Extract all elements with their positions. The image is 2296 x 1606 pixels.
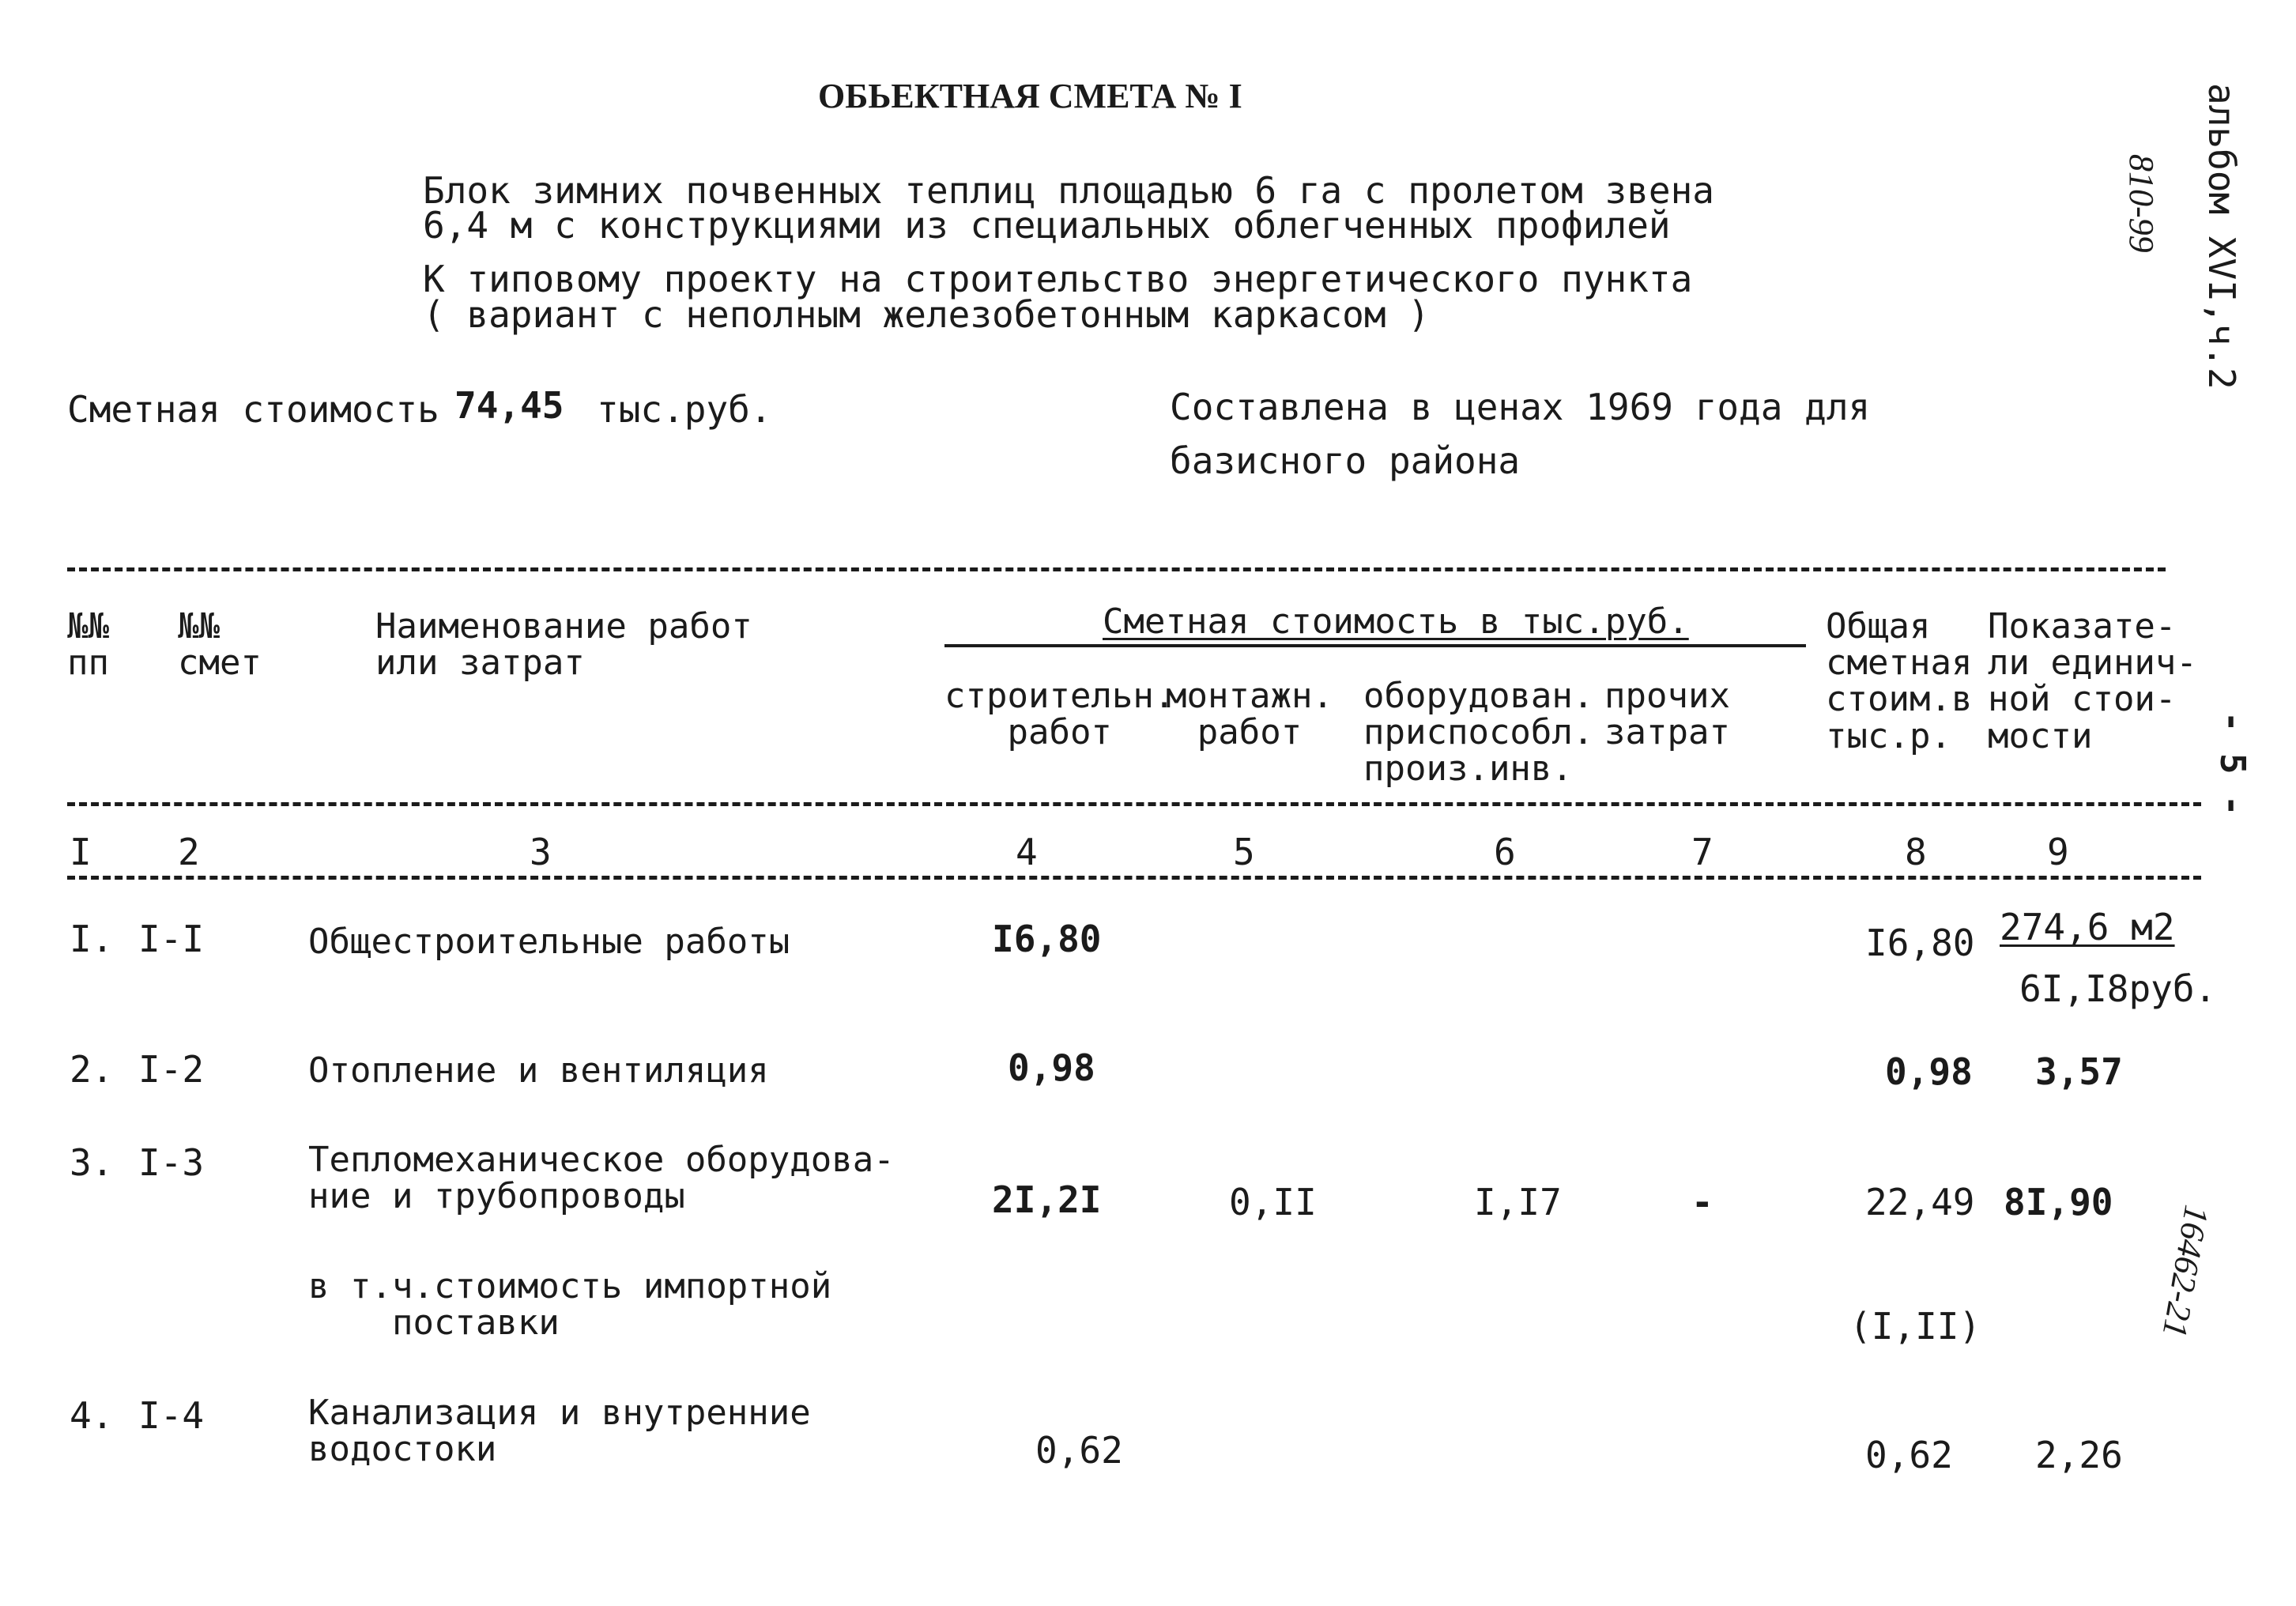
page-number: - 5 -: [2212, 711, 2253, 816]
header-equip: оборудован. приспособл. произ.инв.: [1363, 676, 1594, 790]
header-num: №№ пп: [67, 606, 109, 684]
row-total: 22,49: [1865, 1181, 1975, 1223]
row-other: -: [1691, 1181, 1714, 1223]
description-line-1: Блок зимних почвенных теплиц площадью 6 га с пролетом звена: [423, 169, 1714, 212]
row-smeta: I-4: [138, 1394, 205, 1437]
archive-stamp: 16462-21: [2155, 1202, 2217, 1340]
row-num: 3.: [70, 1141, 114, 1184]
row-smeta: I-3: [138, 1141, 205, 1184]
col-number-5: 5: [1233, 831, 1255, 873]
row-num: 4.: [70, 1394, 114, 1437]
col-number-1: I: [70, 831, 92, 873]
header-other: прочих затрат: [1604, 676, 1730, 753]
row-build: I6,80: [992, 918, 1102, 960]
header-bottom-rule: [67, 802, 2201, 806]
row-smeta: I-I: [138, 918, 205, 960]
col-number-2: 2: [178, 831, 200, 873]
row-mount: 0,II: [1229, 1181, 1317, 1223]
cost-label: Сметная стоимость: [67, 388, 439, 431]
album-code: 810-99: [2122, 154, 2161, 253]
row-indicator-bottom: 6I,I8руб.: [2019, 967, 2217, 1010]
row-name: Тепломеханическое оборудова- ние и трубопроводы: [308, 1140, 895, 1217]
row-total: (I,II): [1849, 1305, 1981, 1348]
row-build: 2I,2I: [992, 1178, 1102, 1221]
row-indicator: 2,26: [2035, 1434, 2123, 1476]
header-build: строительн. работ: [944, 676, 1175, 753]
row-indicator: 3,57: [2035, 1050, 2123, 1093]
col-number-8: 8: [1905, 831, 1927, 873]
row-total: I6,80: [1865, 922, 1975, 964]
row-name: Общестроительные работы: [308, 922, 790, 962]
header-cost-group: Сметная стоимость в тыс.руб.: [1103, 601, 1689, 642]
header-indicator: Показате- ли единич- ной стои- мости: [1988, 606, 2197, 756]
col-numbers-rule: [67, 876, 2201, 880]
row-indicator-top: 274,6 м2: [2000, 906, 2175, 948]
header-group-underline: [944, 644, 1806, 647]
row-name: в т.ч.стоимость импортной поставки: [308, 1266, 832, 1344]
row-build: 0,62: [1035, 1429, 1123, 1472]
prices-line-1: Составлена в ценах 1969 года для: [1170, 386, 1871, 428]
cost-value: 74,45: [454, 384, 564, 427]
header-total: Общая сметная стоим.в тыс.р.: [1826, 606, 1973, 756]
description-line-2: 6,4 м с конструкциями из специальных облегченных профилей: [423, 204, 1671, 247]
col-number-7: 7: [1691, 831, 1714, 873]
cost-unit: тыс.руб.: [597, 388, 772, 431]
description-line-4: ( вариант с неполным железобетонным каркасом ): [423, 293, 1430, 336]
col-number-6: 6: [1494, 831, 1516, 873]
document-title: ОБЬЕКТНАЯ СМЕТА № I: [818, 77, 1242, 115]
col-number-9: 9: [2047, 831, 2069, 873]
row-num: 2.: [70, 1048, 114, 1091]
row-name: Канализация и внутренние водостоки: [308, 1393, 811, 1470]
header-name: Наименование работ или затрат: [375, 606, 752, 684]
row-build: 0,98: [1008, 1046, 1095, 1089]
row-smeta: I-2: [138, 1048, 205, 1091]
table-top-rule: [67, 567, 2166, 571]
album-note: альбом XVI,ч.2: [2200, 83, 2243, 390]
col-number-3: 3: [530, 831, 552, 873]
header-smeta: №№ смет: [178, 606, 262, 684]
row-total: 0,98: [1885, 1050, 1973, 1093]
row-indicator: 8I,90: [2004, 1181, 2113, 1223]
row-total: 0,62: [1865, 1434, 1953, 1476]
row-num: I.: [70, 918, 114, 960]
prices-line-2: базисного района: [1170, 439, 1521, 482]
row-name: Отопление и вентиляция: [308, 1050, 769, 1091]
header-mount: монтажн. работ: [1166, 676, 1333, 753]
col-number-4: 4: [1016, 831, 1038, 873]
row-equip: I,I7: [1474, 1181, 1562, 1223]
description-line-3: К типовому проекту на строительство энергетического пункта: [423, 258, 1693, 300]
